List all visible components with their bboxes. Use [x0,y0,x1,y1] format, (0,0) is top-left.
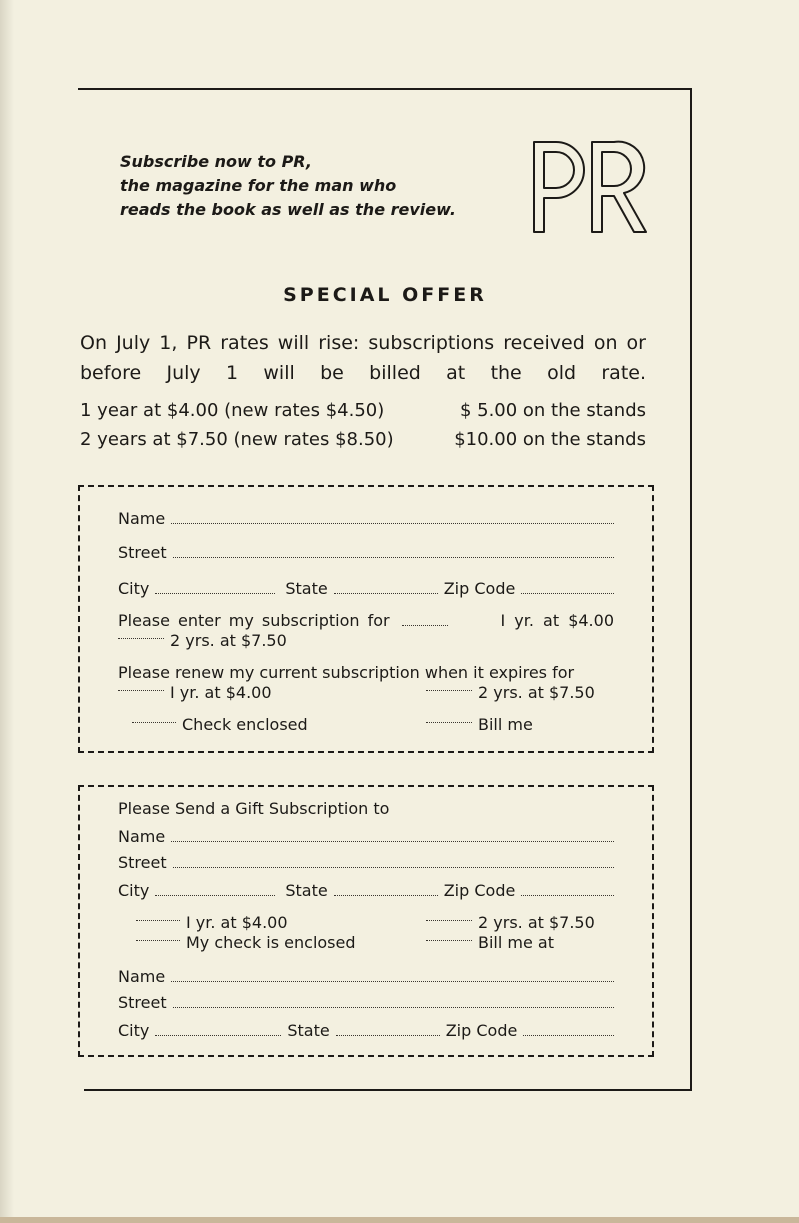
donor-city-label: City [118,1021,150,1040]
gift-two-years-line[interactable] [426,919,472,921]
bill-me-line[interactable] [426,721,472,723]
gift-check-row[interactable] [136,933,356,952]
gift-check-line[interactable] [136,939,180,941]
gift-state-label: State [285,881,328,900]
donor-state-line[interactable] [336,1034,440,1036]
bill-me-label: Bill me [478,715,533,734]
intro-text [120,150,520,222]
street-line[interactable] [173,556,614,558]
donor-zip-line[interactable] [523,1034,614,1036]
gift-one-year-row[interactable] [136,913,288,932]
enter-subscription-row [118,611,614,630]
renew-one-year-row[interactable] [118,683,272,702]
state-label: State [285,579,328,598]
name-field[interactable] [118,509,614,528]
rate-newsstand: $10.00 on the stands [454,429,646,450]
gift-name-label: Name [118,827,166,846]
frame-bottom-rule [84,1089,692,1091]
gift-bill-row[interactable] [426,933,554,952]
special-offer-heading: SPECIAL OFFER [283,284,487,306]
gift-street-field[interactable] [118,853,614,872]
check-enclosed-line[interactable] [132,721,176,723]
name-label: Name [118,509,166,528]
donor-city-line[interactable] [155,1034,281,1036]
gift-zip-label: Zip Code [443,881,516,900]
gift-check-label: My check is enclosed [186,933,356,952]
renew-one-check-line[interactable] [118,689,164,691]
gift-street-line[interactable] [173,866,614,868]
name-line[interactable] [171,522,614,524]
donor-zip-label: Zip Code [445,1021,518,1040]
rate-row [80,425,646,454]
gift-city-label: City [118,881,150,900]
donor-name-field[interactable] [118,967,614,986]
pr-logo [528,138,650,238]
zip-label: Zip Code [443,579,516,598]
renew-two-check-line[interactable] [426,689,472,691]
renew-two-years: 2 yrs. at $7.50 [478,683,595,702]
enter-text: Please enter my subscription for [118,611,390,630]
intro-line-2: the magazine for the man who [120,176,397,195]
subscription-form [78,485,654,753]
state-line[interactable] [334,592,438,594]
check-enclosed-label: Check enclosed [182,715,308,734]
two-years-option: 2 yrs. at $7.50 [170,631,287,650]
donor-street-field[interactable] [118,993,614,1012]
frame-right-rule [690,88,692,1091]
gift-two-years: 2 yrs. at $7.50 [478,913,595,932]
rate-row [80,396,646,425]
gift-bill-line[interactable] [426,939,472,941]
gift-state-line[interactable] [334,894,438,896]
rates-table [80,396,646,454]
pr-logo-text: PR [589,237,591,238]
rate-newsstand: $ 5.00 on the stands [459,400,646,421]
renew-two-years-row[interactable] [426,683,595,702]
gift-name-field[interactable] [118,827,614,846]
two-years-check-line[interactable] [118,637,164,639]
gift-city-state-zip-field[interactable] [118,881,614,900]
bill-me-row[interactable] [426,715,533,734]
renew-text: Please renew my current subscription when it expires for [118,663,575,682]
gift-zip-line[interactable] [521,894,614,896]
check-enclosed-row[interactable] [132,715,308,734]
gift-subscription-form [78,785,654,1057]
gift-form-title: Please Send a Gift Subscription to [118,799,390,818]
donor-name-line[interactable] [171,980,614,982]
rate-subscription: 2 years at $7.50 (new rates $8.50) [80,429,394,450]
donor-street-label: Street [118,993,167,1012]
page-edge [0,0,14,1223]
city-line[interactable] [155,592,275,594]
donor-city-state-zip-field[interactable] [118,1021,614,1040]
gift-two-years-row[interactable] [426,913,595,932]
gift-one-year-line[interactable] [136,919,180,921]
street-label: Street [118,543,167,562]
one-year-check-line[interactable] [402,624,448,626]
city-state-zip-field[interactable] [118,579,614,598]
street-field[interactable] [118,543,614,562]
two-years-option-row[interactable] [118,631,287,650]
frame-top-rule [78,88,692,90]
city-label: City [118,579,150,598]
offer-description: On July 1, PR rates will rise: subscriptions received on or before July 1 will be billed at the old rate. [80,332,646,384]
donor-street-line[interactable] [173,1006,614,1008]
intro-line-1: Subscribe now to PR, [120,152,312,171]
donor-state-label: State [287,1021,330,1040]
page-bottom-edge [0,1217,799,1223]
donor-name-label: Name [118,967,166,986]
renew-one-year: I yr. at $4.00 [170,683,272,702]
gift-bill-label: Bill me at [478,933,554,952]
rate-subscription: 1 year at $4.00 (new rates $4.50) [80,400,385,421]
gift-name-line[interactable] [171,840,614,842]
gift-city-line[interactable] [155,894,275,896]
one-year-option: I yr. at $4.00 [500,611,614,630]
gift-street-label: Street [118,853,167,872]
zip-line[interactable] [521,592,614,594]
intro-line-3: reads the book as well as the review. [120,200,456,219]
gift-one-year: I yr. at $4.00 [186,913,288,932]
